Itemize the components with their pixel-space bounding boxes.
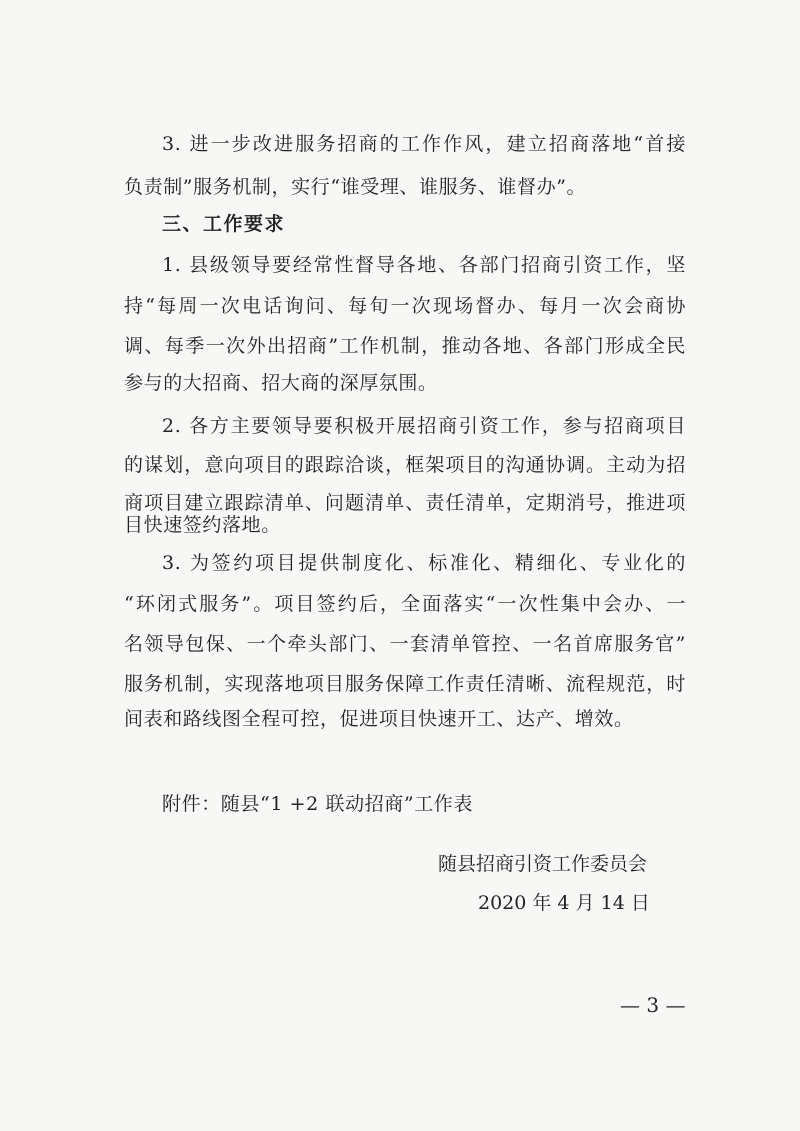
signature-date: 2020 年 4 月 14 日	[478, 892, 650, 914]
text-line: 名领导包保、一个牵头部门、一套清单管控、一名首席服务官”	[124, 633, 686, 655]
text-line: 间表和路线图全程可控，促进项目快速开工、达产、增效。	[124, 708, 634, 730]
signature-organization: 随县招商引资工作委员会	[438, 853, 648, 875]
text-line: “环闭式服务”。项目签约后，全面落实“一次性集中会办、一	[124, 593, 686, 615]
page-number: — 3 —	[620, 993, 686, 1017]
section-heading-text: 三、工作要求	[162, 213, 286, 235]
text-line: 商项目建立跟踪清单、问题清单、责任清单，定期消号，推进项	[124, 492, 686, 514]
text-line: 3. 为签约项目提供制度化、标准化、精细化、专业化的	[162, 552, 686, 574]
text-line: 服务机制，实现落地项目服务保障工作责任清晰、流程规范，时	[124, 673, 686, 695]
text-line: 目快速签约落地。	[124, 514, 281, 536]
text-line: 负责制”服务机制，实行“谁受理、谁服务、谁督办”。	[124, 176, 587, 198]
text-line: 3. 进一步改进服务招商的工作作风，建立招商落地“首接	[162, 133, 686, 155]
text-line: 的谋划，意向项目的跟踪洽谈，框架项目的沟通协调。主动为招	[124, 454, 686, 476]
text-line: 2. 各方主要领导要积极开展招商引资工作，参与招商项目	[162, 415, 686, 437]
text-line: 参与的大招商、招大商的深厚氛围。	[124, 372, 438, 394]
text-line: 持“每周一次电话询问、每旬一次现场督办、每月一次会商协	[124, 295, 686, 317]
text-line: 调、每季一次外出招商”工作机制，推动各地、各部门形成全民	[124, 335, 686, 357]
text-line: 1. 县级领导要经常性督导各地、各部门招商引资工作，坚	[162, 254, 686, 276]
attachment-text: 附件：随县“1 +2 联动招商”工作表	[162, 793, 474, 815]
